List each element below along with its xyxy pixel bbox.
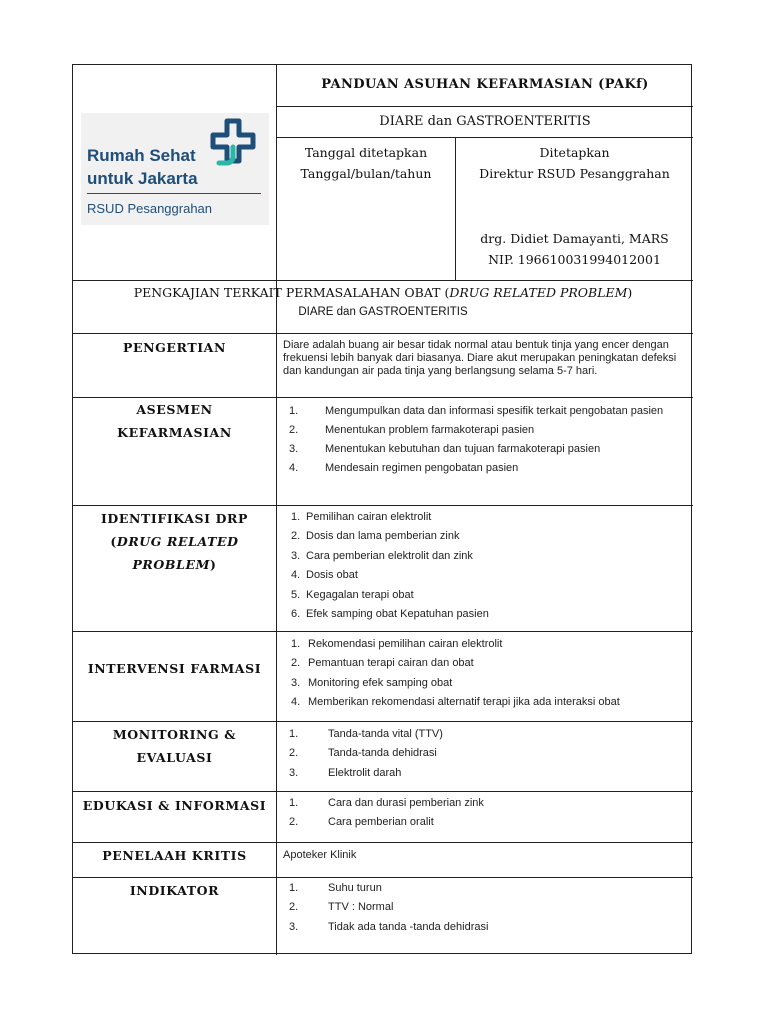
- list-item: 1. Suhu turun: [289, 882, 382, 894]
- list-item: 4. Memberikan rekomendasi alternatif terapi jika ada interaksi obat: [291, 696, 620, 709]
- list-item: 1. Tanda-tanda vital (TTV): [289, 728, 443, 740]
- monitoring-label: [73, 723, 276, 769]
- list-item: 2. Dosis dan lama pemberian zink: [291, 530, 460, 543]
- identifikasi-label-line-1: IDENTIFIKASI DRP: [100, 511, 249, 526]
- list-item: 2. Menentukan problem farmakoterapi pasien: [289, 424, 535, 436]
- edukasi-label: EDUKASI & INFORMASI: [82, 798, 267, 813]
- monitoring-label-line-2: EVALUASI: [136, 750, 213, 765]
- intervensi-list: [291, 635, 687, 713]
- list-item: 3. Menentukan kebutuhan dan tujuan farmakoterapi pasien: [289, 443, 601, 455]
- logo-line-1: Rumah Sehat: [87, 146, 196, 165]
- date-value: Tanggal/bulan/tahun: [300, 166, 432, 181]
- rule: [276, 137, 693, 138]
- identifikasi-label-line-3: PROBLEM): [132, 557, 217, 572]
- rule: [73, 280, 693, 281]
- hospital-logo: [81, 113, 269, 225]
- section-heading: [73, 285, 693, 300]
- document-subtitle: DIARE dan GASTROENTERITIS: [379, 114, 591, 129]
- list-item: 4. Dosis obat: [291, 569, 358, 582]
- asesmen-label-line-1: ASESMEN: [136, 402, 213, 417]
- list-item: 3. Cara pemberian elektrolit dan zink: [291, 549, 473, 562]
- rule: [73, 721, 693, 722]
- list-item: 1. Cara dan durasi pemberian zink: [289, 797, 484, 809]
- logo-divider: [87, 193, 261, 194]
- list-item: 5. Kegagalan terapi obat: [291, 588, 414, 601]
- monitoring-label-line-1: MONITORING &: [112, 727, 237, 742]
- edukasi-list: [289, 794, 687, 833]
- list-item: 2. TTV : Normal: [289, 901, 394, 914]
- list-item: 1. Mengumpulkan data dan informasi spesifik terkait pengobatan pasien: [289, 405, 664, 417]
- intervensi-label: INTERVENSI FARMASI: [87, 661, 262, 676]
- list-item: 3. Monitoring efek samping obat: [291, 676, 453, 689]
- label-column-divider: [276, 333, 277, 955]
- section-subheading: DIARE dan GASTROENTERITIS: [298, 306, 468, 318]
- pengertian-text: Diare adalah buang air besar tidak normal atau bentuk tinja yang encer dengan frekuensi lebih banyak dari biasanya. Diare akut merupakan peningkatan defeksi dan kandungan air pada tinja yang berlangsung selama 5-7 hari.: [283, 339, 677, 377]
- indikator-label: INDIKATOR: [129, 883, 220, 898]
- set-by: Direktur RSUD Pesanggrahan: [479, 166, 670, 181]
- date-label: Tanggal ditetapkan: [304, 145, 428, 160]
- rule: [73, 333, 693, 334]
- asesmen-label-line-2: KEFARMASIAN: [117, 425, 232, 440]
- rule: [276, 106, 693, 107]
- list-item: 1. Pemilihan cairan elektrolit: [291, 511, 432, 523]
- asesmen-list: [289, 402, 687, 478]
- pengertian-label: PENGERTIAN: [123, 340, 226, 355]
- header-divider: [276, 65, 277, 345]
- section-heading-pre: PENGKAJIAN TERKAIT PERMASALAHAN OBAT (: [133, 285, 450, 300]
- list-item: 2. Pemantuan terapi cairan dan obat: [291, 657, 474, 670]
- list-item: 6. Efek samping obat Kepatuhan pasien: [291, 608, 489, 621]
- list-item: 4. Mendesain regimen pengobatan pasien: [289, 462, 519, 474]
- list-item: 3. Tidak ada tanda -tanda dehidrasi: [289, 920, 489, 933]
- signer-name: drg. Didiet Damayanti, MARS: [480, 231, 669, 246]
- rule: [73, 791, 693, 792]
- document-title: PANDUAN ASUHAN KEFARMASIAN (PAKf): [321, 77, 649, 92]
- indikator-list: [289, 879, 687, 937]
- list-item: 2. Tanda-tanda dehidrasi: [289, 747, 437, 760]
- section-heading-post: ): [627, 285, 633, 300]
- rule: [73, 877, 693, 878]
- rule: [73, 505, 693, 506]
- signer-nip: NIP. 196610031994012001: [488, 252, 661, 267]
- list-item: 3. Elektrolit darah: [289, 766, 402, 779]
- logo-line-3: RSUD Pesanggrahan: [87, 201, 213, 216]
- rule: [73, 631, 693, 632]
- penelaah-text: Apoteker Klinik: [283, 849, 357, 861]
- identifikasi-label: [73, 507, 276, 576]
- logo-line-2: untuk Jakarta: [87, 169, 198, 188]
- penelaah-label: PENELAAH KRITIS: [102, 848, 247, 863]
- rule: [73, 842, 693, 843]
- identifikasi-list: [291, 508, 687, 624]
- sop-document: [72, 64, 692, 954]
- asesmen-label: [73, 398, 276, 444]
- monitoring-list: [289, 725, 687, 783]
- section-heading-italic: DRUG RELATED PROBLEM: [449, 285, 628, 300]
- identifikasi-label-line-2: (DRUG RELATED: [110, 534, 239, 549]
- list-item: 2. Cara pemberian oralit: [289, 816, 434, 829]
- set-label: Ditetapkan: [539, 145, 610, 160]
- list-item: 1. Rekomendasi pemilihan cairan elektrolit: [291, 638, 503, 650]
